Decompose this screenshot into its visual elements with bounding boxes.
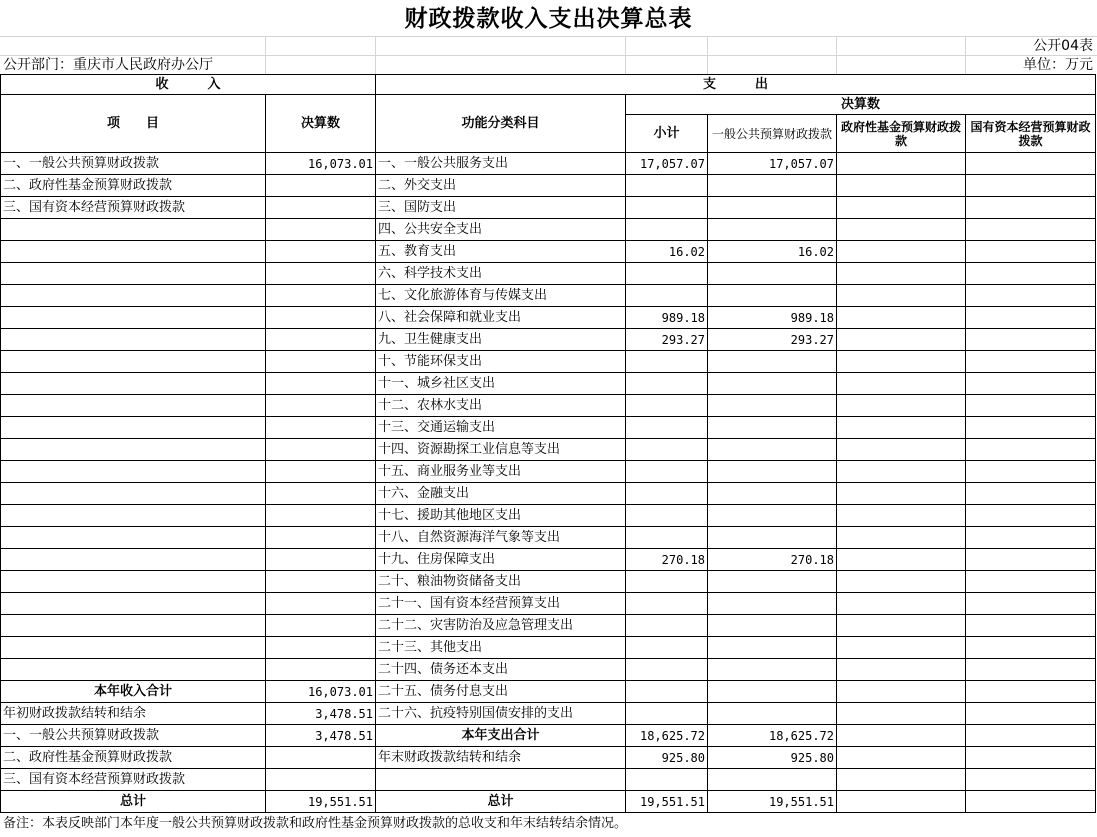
table-cell: 本年收入合计 (1, 681, 266, 703)
table-cell (966, 791, 1096, 813)
table-cell: 19,551.51 (266, 791, 376, 813)
table-row (1, 153, 1096, 175)
table-cell (966, 417, 1096, 439)
table-row (1, 461, 1096, 483)
table-cell (837, 307, 966, 329)
table-cell (708, 593, 837, 615)
table-cell (966, 615, 1096, 637)
table-row (1, 329, 1096, 351)
table-cell (837, 417, 966, 439)
table-row (1, 417, 1096, 439)
table-cell (966, 197, 1096, 219)
table-cell (266, 351, 376, 373)
table-cell (708, 439, 837, 461)
table-cell (966, 153, 1096, 175)
table-row (1, 571, 1096, 593)
table-cell (966, 373, 1096, 395)
table-cell: 3,478.51 (266, 703, 376, 725)
table-cell (837, 637, 966, 659)
table-cell: 十、节能环保支出 (376, 351, 626, 373)
table-cell (966, 285, 1096, 307)
table-cell (966, 439, 1096, 461)
table-cell (966, 571, 1096, 593)
table-cell: 十三、交通运输支出 (376, 417, 626, 439)
table-cell (837, 681, 966, 703)
table-cell (837, 329, 966, 351)
table-cell (966, 395, 1096, 417)
table-row (1, 263, 1096, 285)
table-cell (708, 461, 837, 483)
table-row (1, 615, 1096, 637)
table-cell (266, 659, 376, 681)
table-cell: 十六、金融支出 (376, 483, 626, 505)
table-cell (1, 571, 266, 593)
general-budget-header: 一般公共预算财政拨款 (708, 115, 837, 153)
table-cell (266, 593, 376, 615)
table-cell (1, 439, 266, 461)
table-row (1, 791, 1096, 813)
table-cell (708, 351, 837, 373)
table-row (1, 659, 1096, 681)
table-cell: 一、一般公共预算财政拨款 (1, 153, 266, 175)
table-cell: 989.18 (708, 307, 837, 329)
table-cell (266, 417, 376, 439)
table-cell (966, 461, 1096, 483)
table-cell (837, 373, 966, 395)
table-row (1, 703, 1096, 725)
table-cell: 十二、农林水支出 (376, 395, 626, 417)
table-cell (626, 505, 708, 527)
item-header: 项 目 (1, 95, 266, 153)
table-cell (376, 769, 626, 791)
table-row (1, 439, 1096, 461)
table-cell (837, 175, 966, 197)
table-cell (1, 615, 266, 637)
table-cell (708, 637, 837, 659)
table-cell: 四、公共安全支出 (376, 219, 626, 241)
table-cell (1, 285, 266, 307)
expense-header: 支 出 (376, 75, 1096, 95)
table-cell (626, 219, 708, 241)
department-label: 公开部门：重庆市人民政府办公厅 (3, 57, 213, 73)
table-cell (966, 769, 1096, 791)
table-cell: 二十四、债务还本支出 (376, 659, 626, 681)
table-cell: 十四、资源勘探工业信息等支出 (376, 439, 626, 461)
table-cell (266, 373, 376, 395)
table-cell: 925.80 (626, 747, 708, 769)
report-title: 财政拨款收入支出决算总表 (404, 5, 693, 32)
table-cell (266, 615, 376, 637)
table-cell (266, 439, 376, 461)
table-cell: 17,057.07 (708, 153, 837, 175)
table-cell (626, 615, 708, 637)
table-cell (837, 527, 966, 549)
table-cell (837, 285, 966, 307)
table-cell: 二、外交支出 (376, 175, 626, 197)
table-cell (966, 307, 1096, 329)
table-cell (266, 637, 376, 659)
table-cell: 二十五、债务付息支出 (376, 681, 626, 703)
table-cell: 18,625.72 (626, 725, 708, 747)
table-cell (837, 659, 966, 681)
table-cell (1, 241, 266, 263)
table-cell (837, 791, 966, 813)
table-cell (708, 483, 837, 505)
table-cell (626, 703, 708, 725)
table-cell (966, 351, 1096, 373)
table-cell: 总计 (1, 791, 266, 813)
table-cell (626, 769, 708, 791)
table-cell (837, 725, 966, 747)
table-row (1, 219, 1096, 241)
table-cell (708, 681, 837, 703)
table-cell (266, 747, 376, 769)
table-row (1, 351, 1096, 373)
table-cell (1, 329, 266, 351)
table-cell (837, 747, 966, 769)
table-cell (708, 373, 837, 395)
table-cell: 二、政府性基金预算财政拨款 (1, 747, 266, 769)
table-cell (1, 417, 266, 439)
table-cell: 二、政府性基金预算财政拨款 (1, 175, 266, 197)
table-cell: 16.02 (708, 241, 837, 263)
table-cell (837, 263, 966, 285)
table-cell: 十五、商业服务业等支出 (376, 461, 626, 483)
table-cell (1, 483, 266, 505)
table-cell (266, 549, 376, 571)
table-cell (266, 461, 376, 483)
gridline (836, 36, 837, 74)
table-cell: 三、国有资本经营预算财政拨款 (1, 197, 266, 219)
table-row (1, 725, 1096, 747)
table-cell (966, 527, 1096, 549)
table-cell (266, 263, 376, 285)
table-cell (1, 307, 266, 329)
table-cell: 十九、住房保障支出 (376, 549, 626, 571)
gridline (707, 36, 708, 74)
table-cell (708, 417, 837, 439)
gridline (375, 36, 376, 74)
table-cell (966, 703, 1096, 725)
table-cell: 二十、粮油物资储备支出 (376, 571, 626, 593)
table-cell: 17,057.07 (626, 153, 708, 175)
func-category-header: 功能分类科目 (376, 95, 626, 153)
table-cell (708, 527, 837, 549)
table-row (1, 175, 1096, 197)
table-cell (708, 219, 837, 241)
table-cell (966, 219, 1096, 241)
table-cell (966, 593, 1096, 615)
table-cell (626, 593, 708, 615)
table-cell (837, 549, 966, 571)
table-cell (837, 351, 966, 373)
table-cell: 二十一、国有资本经营预算支出 (376, 593, 626, 615)
table-cell (708, 505, 837, 527)
gridline (265, 36, 266, 74)
table-cell (966, 637, 1096, 659)
table-cell: 本年支出合计 (376, 725, 626, 747)
table-cell (626, 351, 708, 373)
table-cell (266, 483, 376, 505)
table-cell (266, 175, 376, 197)
table-cell: 270.18 (708, 549, 837, 571)
table-cell (708, 615, 837, 637)
table-cell (837, 615, 966, 637)
table-cell (708, 197, 837, 219)
table-row (1, 769, 1096, 791)
table-cell: 19,551.51 (708, 791, 837, 813)
table-cell (266, 307, 376, 329)
table-cell (1, 373, 266, 395)
state-capital-header: 国有资本经营预算财政拨款 (966, 115, 1096, 153)
table-cell (626, 417, 708, 439)
table-row (1, 747, 1096, 769)
table-row (1, 197, 1096, 219)
table-cell (1, 395, 266, 417)
table-cell (626, 461, 708, 483)
table-row (1, 307, 1096, 329)
table-cell (1, 659, 266, 681)
table-cell (966, 681, 1096, 703)
gov-fund-header: 政府性基金预算财政拨款 (837, 115, 966, 153)
table-cell: 十一、城乡社区支出 (376, 373, 626, 395)
table-cell (266, 527, 376, 549)
table-cell (626, 527, 708, 549)
table-cell (837, 571, 966, 593)
table-cell (1, 461, 266, 483)
table-cell (966, 483, 1096, 505)
form-id: 公开04表 (1033, 38, 1093, 54)
table-cell: 293.27 (708, 329, 837, 351)
table-cell: 二十二、灾害防治及应急管理支出 (376, 615, 626, 637)
table-cell: 18,625.72 (708, 725, 837, 747)
table-cell: 八、社会保障和就业支出 (376, 307, 626, 329)
budget-table (0, 74, 1096, 813)
table-body (1, 153, 1096, 813)
table-cell (708, 263, 837, 285)
table-row (1, 505, 1096, 527)
table-cell: 年初财政拨款结转和结余 (1, 703, 266, 725)
table-cell (266, 329, 376, 351)
table-row (1, 593, 1096, 615)
table-cell (1, 219, 266, 241)
table-cell: 十八、自然资源海洋气象等支出 (376, 527, 626, 549)
table-cell (966, 505, 1096, 527)
table-cell: 九、卫生健康支出 (376, 329, 626, 351)
table-cell: 十七、援助其他地区支出 (376, 505, 626, 527)
table-row (1, 395, 1096, 417)
table-cell: 16.02 (626, 241, 708, 263)
final-amount-header: 决算数 (626, 95, 1096, 115)
table-cell (626, 197, 708, 219)
table-row (1, 285, 1096, 307)
unit-label: 单位：万元 (1023, 57, 1093, 73)
table-cell (1, 527, 266, 549)
table-cell (266, 505, 376, 527)
table-cell: 19,551.51 (626, 791, 708, 813)
table-cell (266, 241, 376, 263)
table-cell (266, 197, 376, 219)
table-row (1, 681, 1096, 703)
table-cell (1, 351, 266, 373)
table-cell (837, 395, 966, 417)
table-cell (266, 285, 376, 307)
table-cell (626, 373, 708, 395)
gridline (0, 36, 1097, 37)
table-cell (626, 483, 708, 505)
table-cell: 五、教育支出 (376, 241, 626, 263)
table-cell (266, 769, 376, 791)
table-cell (266, 395, 376, 417)
table-cell: 三、国防支出 (376, 197, 626, 219)
table-cell (708, 395, 837, 417)
table-cell (837, 219, 966, 241)
table-row (1, 527, 1096, 549)
table-cell (626, 395, 708, 417)
table-cell: 16,073.01 (266, 681, 376, 703)
table-cell (626, 263, 708, 285)
table-cell (966, 659, 1096, 681)
table-cell (1, 263, 266, 285)
table-cell (626, 175, 708, 197)
table-cell (266, 571, 376, 593)
footnote: 备注：本表反映部门本年度一般公共预算财政拨款和政府性基金预算财政拨款的总收支和年末结转结余情况。 (3, 816, 628, 831)
income-header: 收 入 (1, 75, 376, 95)
table-cell: 293.27 (626, 329, 708, 351)
table-cell (626, 439, 708, 461)
table-cell (837, 505, 966, 527)
table-cell (708, 175, 837, 197)
table-row (1, 637, 1096, 659)
table-cell (837, 703, 966, 725)
table-cell (1, 505, 266, 527)
table-row (1, 483, 1096, 505)
table-cell: 二十三、其他支出 (376, 637, 626, 659)
table-cell: 总计 (376, 791, 626, 813)
table-cell (708, 703, 837, 725)
table-cell (837, 153, 966, 175)
table-cell: 270.18 (626, 549, 708, 571)
table-cell (966, 241, 1096, 263)
table-cell: 3,478.51 (266, 725, 376, 747)
table-row (1, 241, 1096, 263)
table-cell (837, 461, 966, 483)
table-cell (708, 285, 837, 307)
table-cell (966, 175, 1096, 197)
table-cell: 六、科学技术支出 (376, 263, 626, 285)
table-cell (1, 593, 266, 615)
table-cell (837, 241, 966, 263)
table-cell (966, 747, 1096, 769)
table-cell (837, 439, 966, 461)
table-cell: 一、一般公共服务支出 (376, 153, 626, 175)
table-row (1, 549, 1096, 571)
table-cell (837, 593, 966, 615)
subtotal-header: 小计 (626, 115, 708, 153)
table-cell (626, 571, 708, 593)
table-row (1, 373, 1096, 395)
table-cell (626, 285, 708, 307)
amount-header: 决算数 (266, 95, 376, 153)
table-cell (1, 549, 266, 571)
table-cell (626, 681, 708, 703)
table-cell: 一、一般公共预算财政拨款 (1, 725, 266, 747)
table-cell (837, 197, 966, 219)
table-cell (708, 571, 837, 593)
table-cell (966, 263, 1096, 285)
table-cell: 二十六、抗疫特别国债安排的支出 (376, 703, 626, 725)
table-cell: 925.80 (708, 747, 837, 769)
table-cell: 三、国有资本经营预算财政拨款 (1, 769, 266, 791)
table-cell (266, 219, 376, 241)
table-cell (1, 637, 266, 659)
table-cell: 989.18 (626, 307, 708, 329)
table-cell (708, 659, 837, 681)
table-cell (837, 769, 966, 791)
gridline (965, 36, 966, 74)
gridline (625, 36, 626, 74)
table-cell (708, 769, 837, 791)
table-cell: 七、文化旅游体育与传媒支出 (376, 285, 626, 307)
table-cell (837, 483, 966, 505)
table-cell (966, 549, 1096, 571)
table-cell (626, 659, 708, 681)
table-cell (966, 329, 1096, 351)
table-cell: 16,073.01 (266, 153, 376, 175)
table-cell: 年末财政拨款结转和结余 (376, 747, 626, 769)
table-cell (966, 725, 1096, 747)
table-cell (626, 637, 708, 659)
